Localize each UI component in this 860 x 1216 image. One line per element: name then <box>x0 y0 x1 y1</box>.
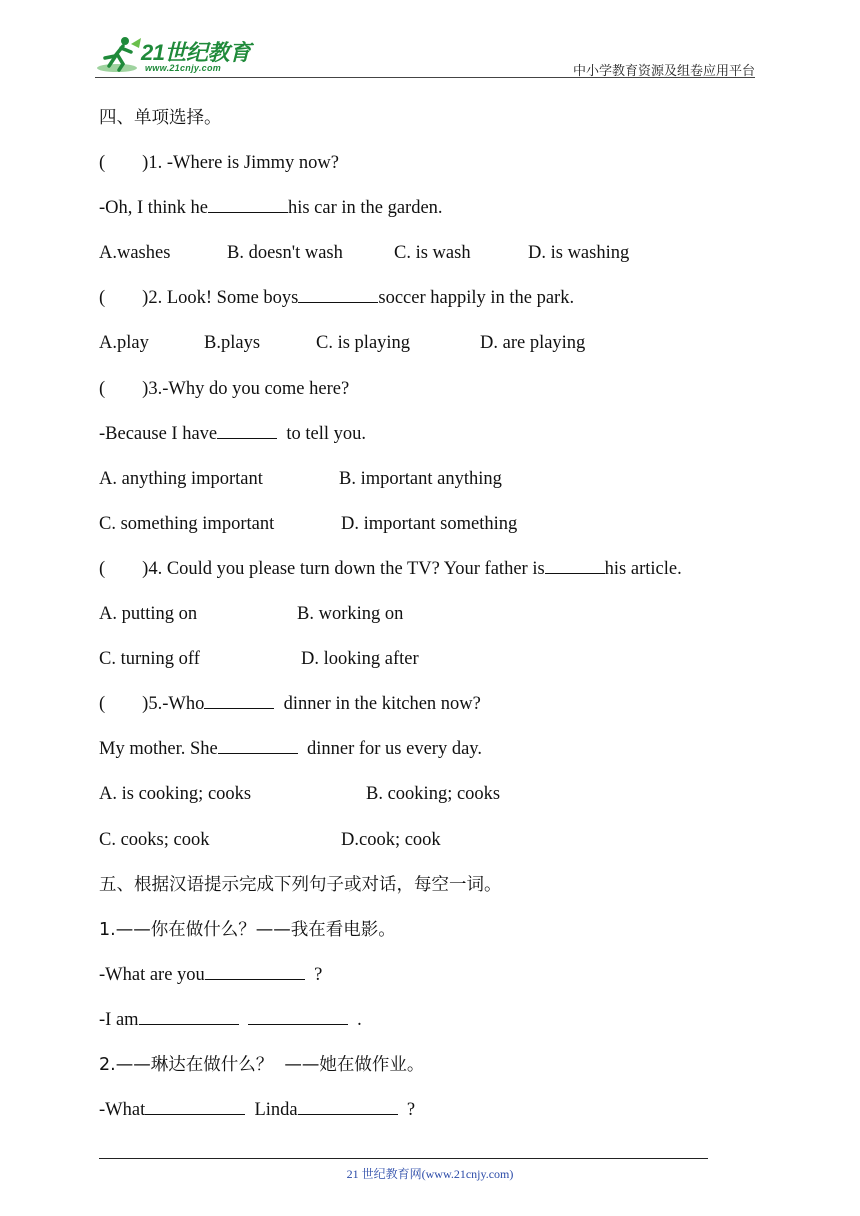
q5-options-cd <box>99 826 779 871</box>
page-header <box>95 30 755 78</box>
q3-options-ab <box>99 465 779 510</box>
item-2-blank-2[interactable] <box>298 1096 398 1115</box>
q3-stem: ( )3.-Why do you come here? <box>99 378 350 399</box>
q4-options-cd <box>99 645 779 690</box>
q4-blank[interactable] <box>545 555 605 574</box>
q2-options <box>99 329 779 374</box>
q5-options-ab <box>99 780 779 825</box>
footer-divider <box>99 1158 708 1159</box>
q4-option-d[interactable]: D. looking after <box>301 649 419 670</box>
q3-text-a: -Because I have <box>99 423 218 444</box>
item-2-blank-1[interactable] <box>145 1096 245 1115</box>
q5-option-a[interactable]: A. is cooking; cooks <box>99 784 252 805</box>
q3-option-b[interactable]: B. important anything <box>339 468 502 489</box>
q2-option-a[interactable]: A.play <box>99 333 149 354</box>
q2-blank[interactable] <box>298 284 378 303</box>
q3-option-c[interactable]: C. something important <box>99 513 275 534</box>
item-1-chinese: 1.——你在做什么？——我在看电影。 <box>99 919 396 940</box>
q3-option-a[interactable]: A. anything important <box>99 468 263 489</box>
q1-options <box>99 239 779 284</box>
q5-text-d: dinner for us every day. <box>297 739 482 760</box>
q1-blank[interactable] <box>208 194 288 213</box>
item-1-line2 <box>99 1006 779 1051</box>
q4-options-ab <box>99 600 779 645</box>
q4-stem <box>99 555 779 600</box>
item-1-blank-3[interactable] <box>248 1006 348 1025</box>
q1-option-d[interactable]: D. is washing <box>528 243 630 264</box>
q5-stem <box>99 690 779 735</box>
q4-option-b[interactable]: B. working on <box>297 604 404 625</box>
q1-option-c[interactable]: C. is wash <box>394 243 471 264</box>
q5-option-d[interactable]: D.cook; cook <box>341 829 441 850</box>
logo-url: www.21cnjy.com <box>145 63 222 73</box>
item-1-line1 <box>99 961 779 1006</box>
q5-option-b[interactable]: B. cooking; cooks <box>366 784 501 805</box>
item-1-text-d: . <box>347 1009 362 1030</box>
q5-blank-2[interactable] <box>218 735 298 754</box>
q4-text-b: his article. <box>604 558 682 579</box>
item-1-gap <box>239 1010 248 1030</box>
header-platform-text: 中小学教育资源及组卷应用平台 <box>572 64 755 79</box>
item-1-text-a: -What are you <box>99 964 205 985</box>
worksheet-body <box>99 104 779 1141</box>
q5-option-c[interactable]: C. cooks; cook <box>99 829 210 850</box>
item-2-line1 <box>99 1096 779 1141</box>
q5-text-a: ( )5.-Who <box>99 694 205 715</box>
q5-text-b: dinner in the kitchen now? <box>274 694 481 715</box>
q3-option-d[interactable]: D. important something <box>341 513 518 534</box>
section-4-title: 四、单项选择。 <box>99 108 222 128</box>
q1-option-b[interactable]: B. doesn't wash <box>227 243 343 264</box>
item-1-text-c: -I am <box>99 1009 139 1030</box>
q3-text-b: to tell you. <box>277 423 367 444</box>
q2-option-c[interactable]: C. is playing <box>316 333 411 354</box>
q4-option-c[interactable]: C. turning off <box>99 649 200 670</box>
q1-option-a[interactable]: A.washes <box>99 243 171 264</box>
item-1-blank-1[interactable] <box>205 961 305 980</box>
logo-text: 21世纪教育 <box>141 40 251 65</box>
q4-option-a[interactable]: A. putting on <box>99 604 198 625</box>
item-1-blank-2[interactable] <box>139 1006 239 1025</box>
q1-stem: ( )1. -Where is Jimmy now? <box>99 153 339 174</box>
q5-line2 <box>99 735 779 780</box>
q1-line2 <box>99 194 779 239</box>
item-2-text-mid: Linda <box>245 1100 298 1121</box>
q5-blank-1[interactable] <box>204 690 274 709</box>
footer-text[interactable]: 21 世纪教育网(www.21cnjy.com) <box>346 1167 514 1181</box>
runner-logo-icon <box>95 34 143 74</box>
q4-text-a: ( )4. Could you please turn down the TV? Your father is <box>99 558 545 579</box>
q3-blank[interactable] <box>217 420 277 439</box>
item-2-chinese: 2.——琳达在做什么？ ——她在做作业。 <box>99 1054 425 1075</box>
q3-line2 <box>99 420 779 465</box>
q2-option-b[interactable]: B.plays <box>204 333 261 354</box>
header-divider <box>95 77 755 78</box>
item-2-text-b: ? <box>397 1100 416 1121</box>
section-5-title: 五、根据汉语提示完成下列句子或对话，每空一词。 <box>99 874 502 895</box>
q1-text-a: -Oh, I think he <box>99 198 208 219</box>
item-2-text-a: -What <box>99 1100 146 1121</box>
q3-options-cd <box>99 510 779 555</box>
logo <box>95 30 265 76</box>
q2-option-d[interactable]: D. are playing <box>480 333 586 354</box>
q2-text-b: soccer happily in the park. <box>378 288 575 309</box>
q2-text-a: ( )2. Look! Some boys <box>99 288 299 309</box>
q5-text-c: My mother. She <box>99 739 218 760</box>
q1-text-b: his car in the garden. <box>287 198 443 219</box>
q2-stem <box>99 284 779 329</box>
item-1-text-b: ? <box>304 964 323 985</box>
